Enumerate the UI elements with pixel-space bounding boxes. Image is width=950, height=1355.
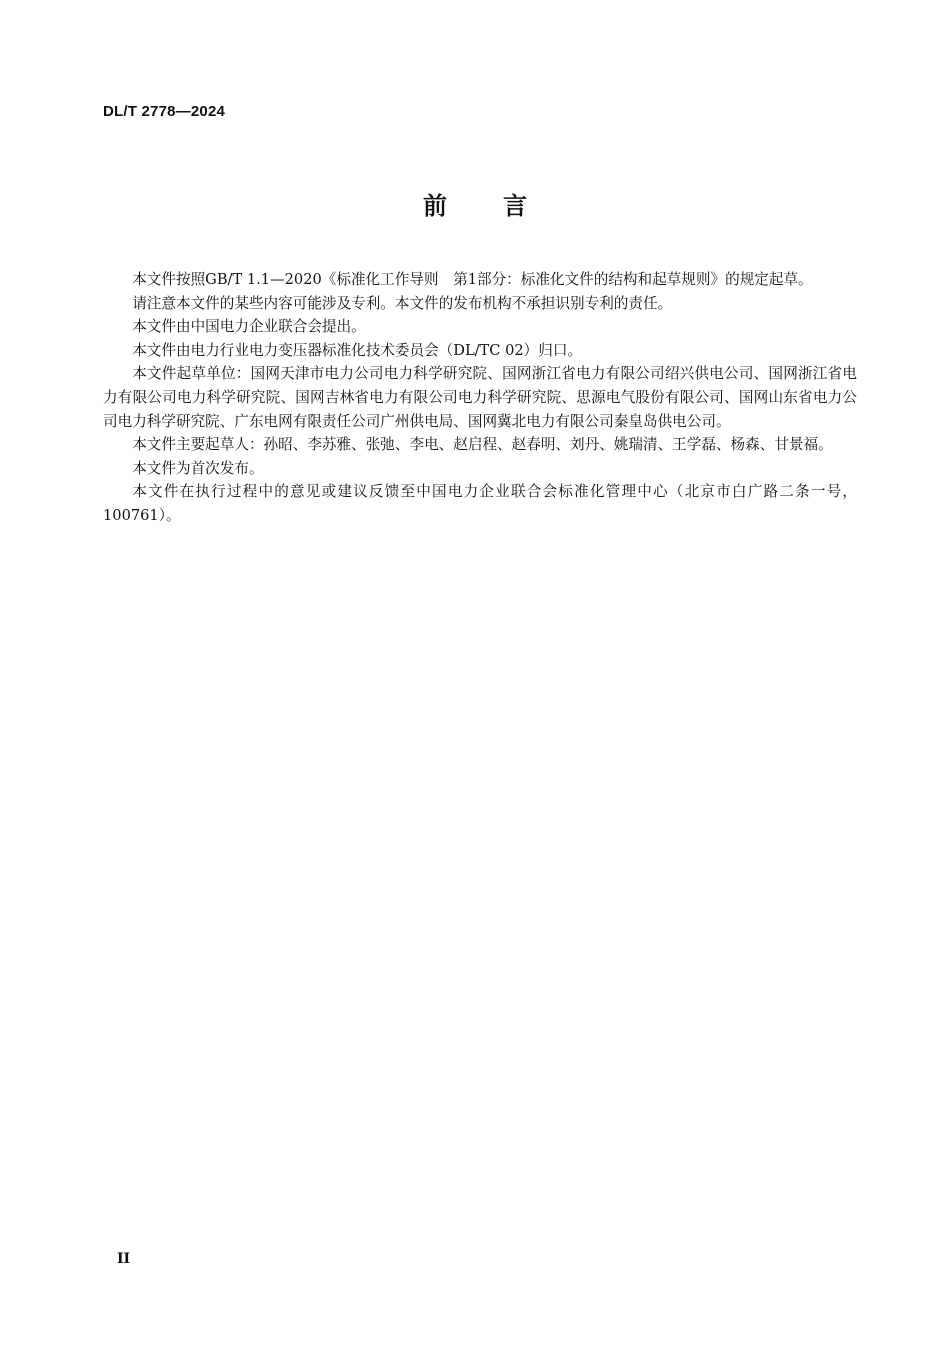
page-number: II [117, 1251, 131, 1267]
paragraph-technical-committee: 本文件由电力行业电力变压器标准化技术委员会（DL/TC 02）归口。 [132, 341, 583, 359]
paragraph-proposer: 本文件由中国电力企业联合会提出。 [132, 318, 366, 336]
document-code: DL/T 2778—2024 [103, 103, 226, 120]
paragraph-drafting-units: 本文件起草单位：国网天津市电力公司电力科学研究院、国网浙江省电力有限公司绍兴供电公司、国网浙江省电力有限公司电力科学研究院、国网吉林省电力有限公司电力科学研究院、思源电气股份有限公司、国网山东省电力公司电力科学研究院、广东电网有限责任公司广州供电局、国网冀北电力有限公司秦皇岛供电公司。 [103, 365, 857, 430]
paragraph-patent-notice: 请注意本文件的某些内容可能涉及专利。本文件的发布机构不承担识别专利的责任。 [132, 294, 673, 312]
paragraph-feedback: 本文件在执行过程中的意见或建议反馈至中国电力企业联合会标准化管理中心（北京市白广路二条一号，100761）。 [103, 483, 857, 524]
paragraph-drafters: 本文件主要起草人：孙昭、李苏雅、张弛、李电、赵启程、赵春明、刘丹、姚瑞清、王学磊、杨森、甘景福。 [132, 436, 833, 454]
paragraph-drafting-rules: 本文件按照GB/T 1.1—2020《标准化工作导则 第1部分：标准化文件的结构和起草规则》的规定起草。 [132, 271, 813, 288]
foreword-body [103, 268, 857, 528]
page-title: 前言 [423, 192, 583, 220]
paragraph-first-release: 本文件为首次发布。 [132, 459, 264, 477]
